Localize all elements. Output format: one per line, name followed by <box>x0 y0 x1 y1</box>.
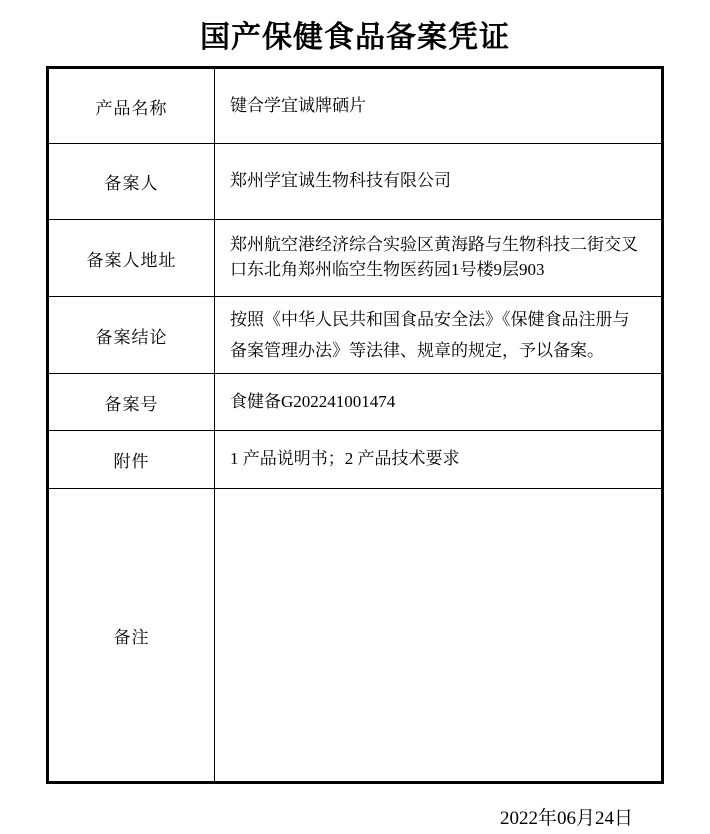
row-label-conclusion: 备案结论 <box>48 297 215 374</box>
row-label-registrant: 备案人 <box>48 144 215 220</box>
row-label-attachments: 附件 <box>48 431 215 489</box>
table-row <box>48 297 663 374</box>
certificate-table <box>46 66 664 784</box>
row-label-product-name: 产品名称 <box>48 68 215 144</box>
row-value-registrant: 郑州学宜诚生物科技有限公司 <box>215 144 663 220</box>
table-row <box>48 431 663 489</box>
row-value-attachments: 1 产品说明书；2 产品技术要求 <box>215 431 663 489</box>
row-value-remarks <box>215 489 663 783</box>
issue-date: 2022年06月24日 <box>499 808 633 829</box>
row-value-conclusion: 按照《中华人民共和国食品安全法》《保健食品注册与备案管理办法》等法律、规章的规定，予以备案。 <box>215 297 663 374</box>
table-row <box>48 220 663 297</box>
table-row <box>48 144 663 220</box>
table-row <box>48 374 663 431</box>
row-value-registration-number: 食健备G202241001474 <box>215 374 663 431</box>
table-row <box>48 68 663 144</box>
row-value-registrant-address: 郑州航空港经济综合实验区黄海路与生物科技二街交叉口东北角郑州临空生物医药园1号楼9层903 <box>215 220 663 297</box>
row-label-registration-number: 备案号 <box>48 374 215 431</box>
table-row <box>48 489 663 783</box>
page-title: 国产保健食品备案凭证 <box>200 21 510 54</box>
row-label-registrant-address: 备案人地址 <box>48 220 215 297</box>
row-value-product-name: 键合学宜诚牌硒片 <box>215 68 663 144</box>
row-label-remarks: 备注 <box>48 489 215 783</box>
